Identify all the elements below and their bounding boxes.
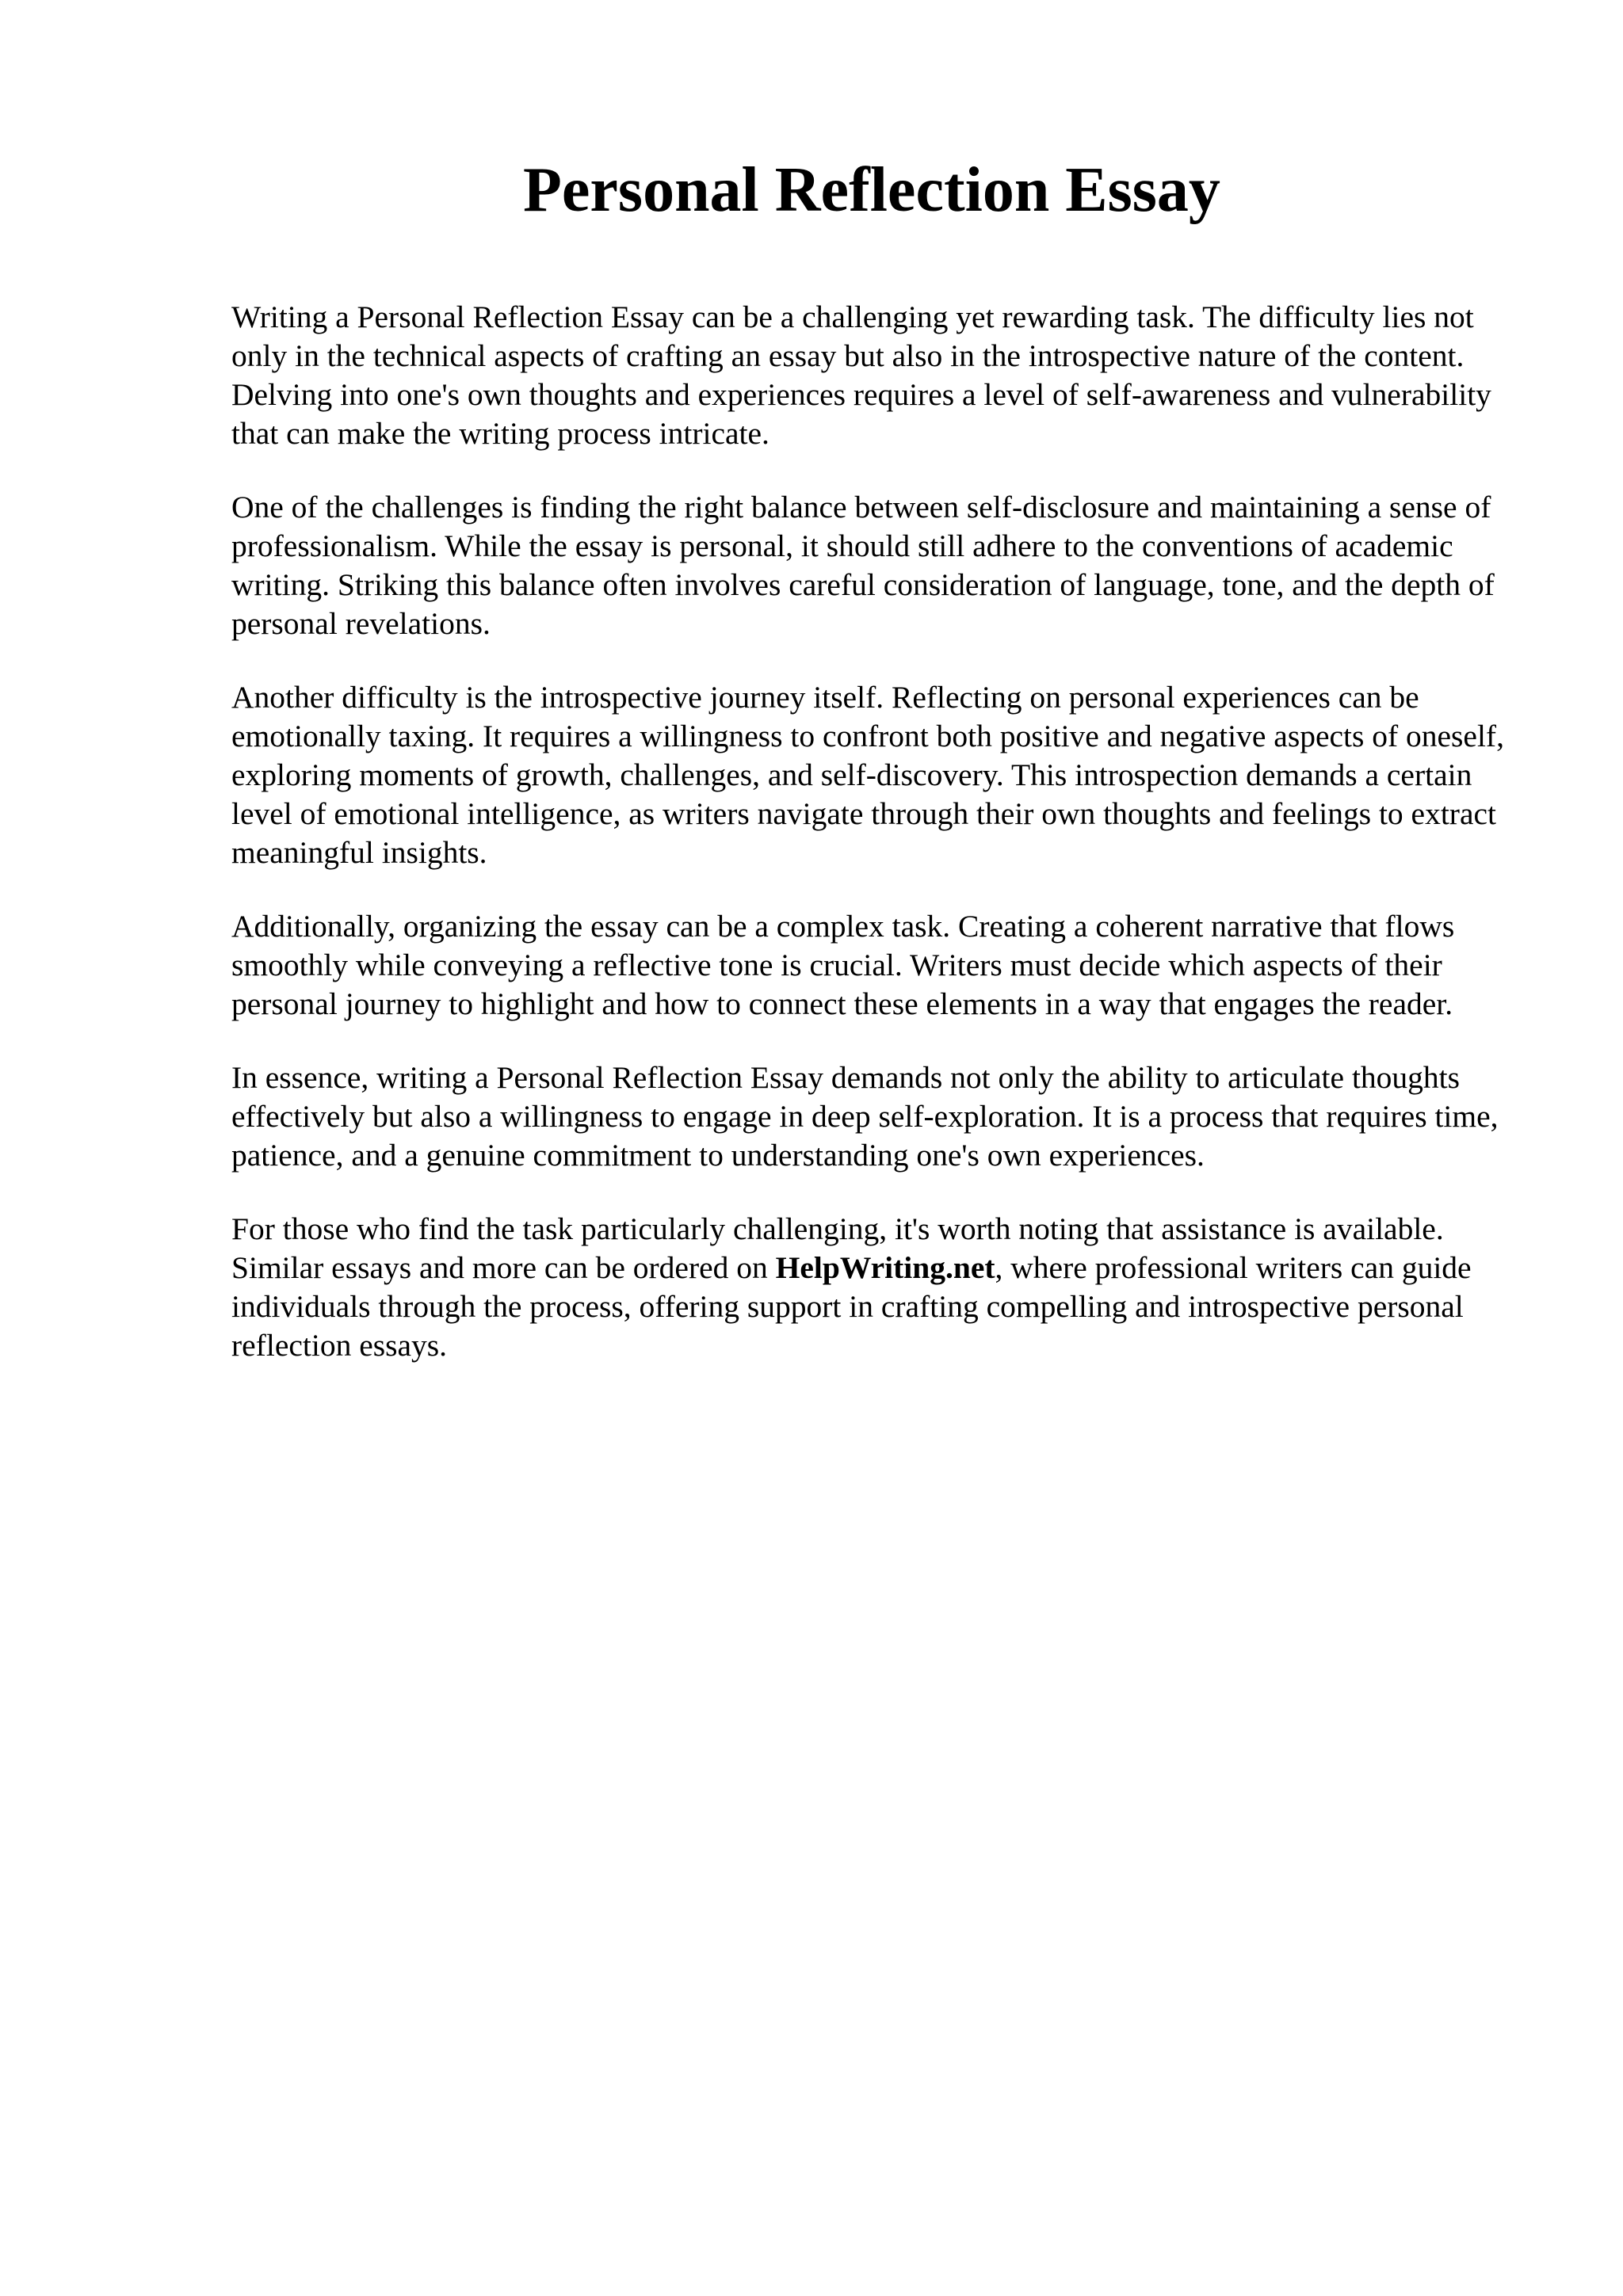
paragraph-5: In essence, writing a Personal Reflection Essay demands not only the ability to articulate thoughts effectively but also a willingness to engage in deep self-exploration. It is a process that requires time, patience, and a genuine commitment to understanding one's own experiences.	[231, 1060, 1499, 1173]
paragraph-4: Additionally, organizing the essay can be a complex task. Creating a coherent narrative that flows smoothly while conveying a reflective tone is crucial. Writers must decide which aspects of their personal journey to highlight and how to connect these elements in a way that engages the reader.	[231, 909, 1455, 1021]
paragraph-2: One of the challenges is finding the right balance between self-disclosure and maintaining a sense of professionalism. While the essay is personal, it should still adhere to the conventions of academic writing. Striking this balance often involves careful consideration of language, tone, and the depth of personal revelations.	[231, 490, 1495, 641]
paragraph-6-after-link: , where professional writers can guide individuals through the process, offering support in crafting compelling and introspective personal reflection essays.	[231, 1250, 1472, 1363]
paragraph-6-before-link: For those who find the task particularly challenging, it's worth noting that assistance is available. Similar essays and more can be ordered on	[231, 1211, 1444, 1285]
page-title: Personal Reflection Essay	[523, 155, 1220, 225]
paragraph-6	[231, 1210, 1531, 1365]
helpwriting-link[interactable]: HelpWriting.net	[775, 1250, 995, 1285]
paragraph-3: Another difficulty is the introspective journey itself. Reflecting on personal experiences can be emotionally taxing. It requires a willingness to confront both positive and negative aspects of oneself, exploring moments of growth, challenges, and self-discovery. This introspection demands a certain level of emotional intelligence, as writers navigate through their own thoughts and feelings to extract meaningful insights.	[231, 680, 1504, 870]
paragraph-1: Writing a Personal Reflection Essay can be a challenging yet rewarding task. The difficulty lies not only in the technical aspects of crafting an essay but also in the introspective nature of the content. Delving into one's own thoughts and experiences requires a level of self-awareness and vulnerability that can make the writing process intricate.	[231, 299, 1491, 451]
essay-body	[231, 298, 1531, 1400]
